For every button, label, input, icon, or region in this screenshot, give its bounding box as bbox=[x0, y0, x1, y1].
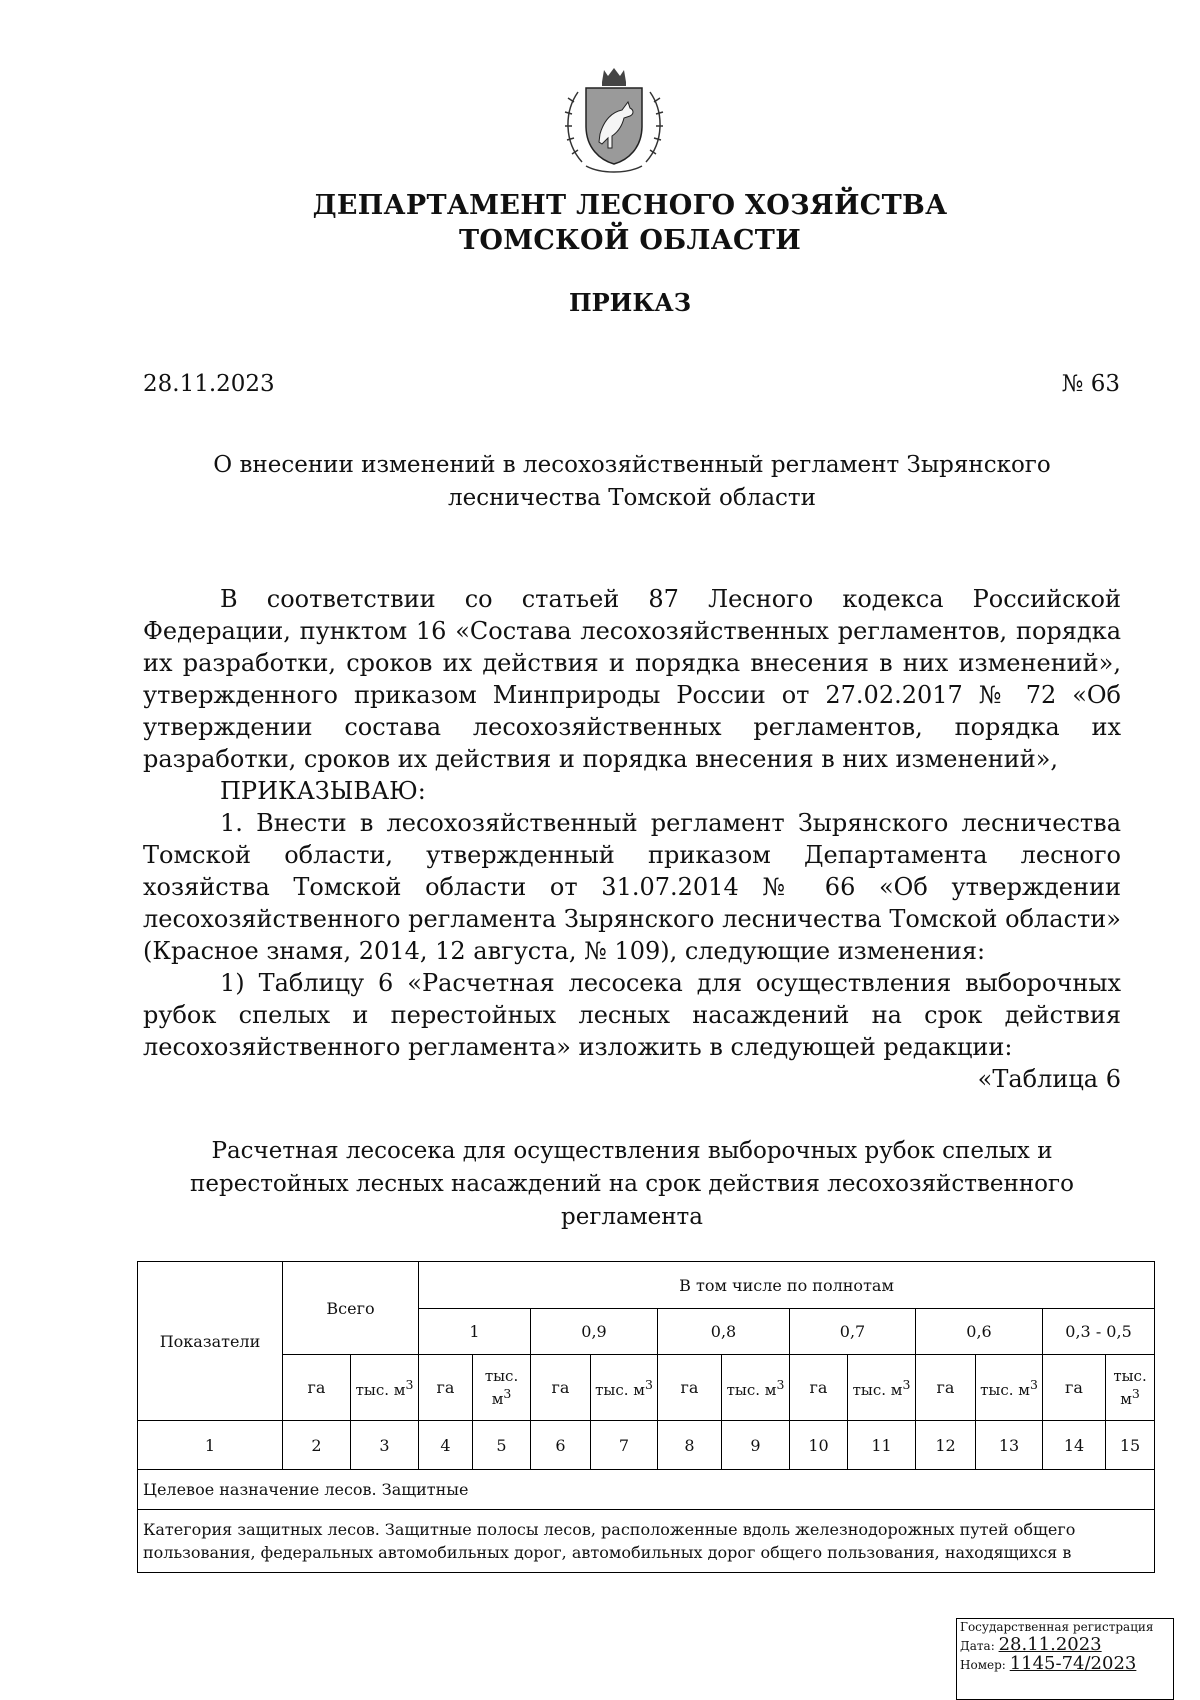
unit-thousand-m3: тыс. $м^3$ bbox=[976, 1355, 1043, 1421]
column-number: 10 bbox=[790, 1421, 848, 1470]
header-density: 0,8 bbox=[658, 1309, 790, 1355]
body-paragraph-order: ПРИКАЗЫВАЮ: bbox=[220, 777, 426, 805]
unit-thousand-m3: тыс. $м^3$ bbox=[1106, 1355, 1155, 1421]
stamp-date-row: Дата: 28.11.2023 bbox=[960, 1634, 1102, 1655]
organization-name-line1: ДЕПАРТАМЕНТ ЛЕСНОГО ХОЗЯЙСТВА bbox=[312, 190, 948, 221]
header-density: 0,7 bbox=[790, 1309, 916, 1355]
column-number: 7 bbox=[591, 1421, 658, 1470]
unit-thousand-m3: тыс. $м^3$ bbox=[473, 1355, 531, 1421]
column-number: 15 bbox=[1106, 1421, 1155, 1470]
stamp-title: Государственная регистрация bbox=[960, 1620, 1154, 1634]
unit-thousand-m3: тыс. $м^3$ bbox=[351, 1355, 419, 1421]
document-date: 28.11.2023 bbox=[143, 371, 275, 397]
header-density: 0,6 bbox=[916, 1309, 1043, 1355]
column-number: 8 bbox=[658, 1421, 722, 1470]
header-by-density: В том числе по полнотам bbox=[419, 1262, 1155, 1309]
unit-thousand-m3: тыс. $м^3$ bbox=[848, 1355, 916, 1421]
header-indicators: Показатели bbox=[138, 1262, 283, 1421]
table-number-label: «Таблица 6 bbox=[977, 1065, 1121, 1093]
column-number: 12 bbox=[916, 1421, 976, 1470]
body-paragraph-item-1: 1. Внести в лесохозяйственный регламент Зырянского лесничества Томской области, утвержденный приказом Департамента лесного хозяйства Томской области от 31.07.2014 № 66 «Об утверждении лесохозяйственного регламента Зырянского лесничества Томской области» (Красное знамя, 2014, 12 августа, № 109), следующие изменения: bbox=[143, 809, 1121, 965]
table-row-purpose: Целевое назначение лесов. Защитные bbox=[138, 1470, 1155, 1510]
column-number: 2 bbox=[283, 1421, 351, 1470]
header-density: 0,9 bbox=[531, 1309, 658, 1355]
table-row-category: Категория защитных лесов. Защитные полосы лесов, расположенные вдоль железнодорожных путей общего пользования, федеральных автомобильных дорог, автомобильных дорог общего пользования, находящихся в bbox=[138, 1510, 1155, 1573]
unit-ha: га bbox=[531, 1355, 591, 1421]
document-type: ПРИКАЗ bbox=[568, 288, 692, 317]
table-title: Расчетная лесосека для осуществления выборочных рубок спелых и перестойных лесных насаждений на срок действия лесохозяйственного регламента bbox=[190, 1138, 1074, 1230]
stamp-number-row: Номер: 1145-74/2023 bbox=[960, 1653, 1137, 1674]
document-body bbox=[143, 583, 1121, 1095]
unit-ha: га bbox=[1043, 1355, 1106, 1421]
organization-name-line2: ТОМСКОЙ ОБЛАСТИ bbox=[458, 225, 802, 256]
body-paragraph-subitem-1: 1) Таблицу 6 «Расчетная лесосека для осуществления выборочных рубок спелых и перестойных лесных насаждений на срок действия лесохозяйственного регламента» изложить в следующей редакции: bbox=[143, 969, 1121, 1061]
header-density: 0,3 - 0,5 bbox=[1043, 1309, 1155, 1355]
stamp-number: 1145-74/2023 bbox=[1009, 1653, 1137, 1674]
unit-thousand-m3: тыс. $м^3$ bbox=[591, 1355, 658, 1421]
header-total: Всего bbox=[283, 1262, 419, 1355]
column-number: 1 bbox=[138, 1421, 283, 1470]
unit-ha: га bbox=[916, 1355, 976, 1421]
header-density: 1 bbox=[419, 1309, 531, 1355]
unit-ha: га bbox=[790, 1355, 848, 1421]
column-number: 4 bbox=[419, 1421, 473, 1470]
column-number: 14 bbox=[1043, 1421, 1106, 1470]
unit-ha: га bbox=[283, 1355, 351, 1421]
allowable-cut-table bbox=[137, 1261, 1155, 1573]
column-number: 11 bbox=[848, 1421, 916, 1470]
unit-thousand-m3: тыс. $м^3$ bbox=[722, 1355, 790, 1421]
column-number: 6 bbox=[531, 1421, 591, 1470]
body-paragraph-basis: В соответствии со статьей 87 Лесного кодекса Российской Федерации, пунктом 16 «Состава лесохозяйственных регламентов, порядка их разработки, сроков их действия и порядка внесения в них изменений», утвержденного приказом Минприроды России от 27.02.2017 № 72 «Об утверждении состава лесохозяйственных регламентов, порядка их разработки, сроков их действия и порядка внесения в них изменений», bbox=[143, 585, 1121, 773]
unit-ha: га bbox=[419, 1355, 473, 1421]
stamp-date: 28.11.2023 bbox=[998, 1634, 1102, 1655]
organization-name bbox=[0, 188, 1200, 258]
registration-stamp bbox=[956, 1618, 1174, 1700]
document-number: № 63 bbox=[1061, 371, 1120, 397]
column-number: 13 bbox=[976, 1421, 1043, 1470]
column-number: 3 bbox=[351, 1421, 419, 1470]
coat-of-arms-emblem bbox=[556, 62, 672, 180]
column-number: 9 bbox=[722, 1421, 790, 1470]
document-subject: О внесении изменений в лесохозяйственный регламент Зырянского лесничества Томской области bbox=[213, 452, 1051, 511]
unit-ha: га bbox=[658, 1355, 722, 1421]
column-number: 5 bbox=[473, 1421, 531, 1470]
